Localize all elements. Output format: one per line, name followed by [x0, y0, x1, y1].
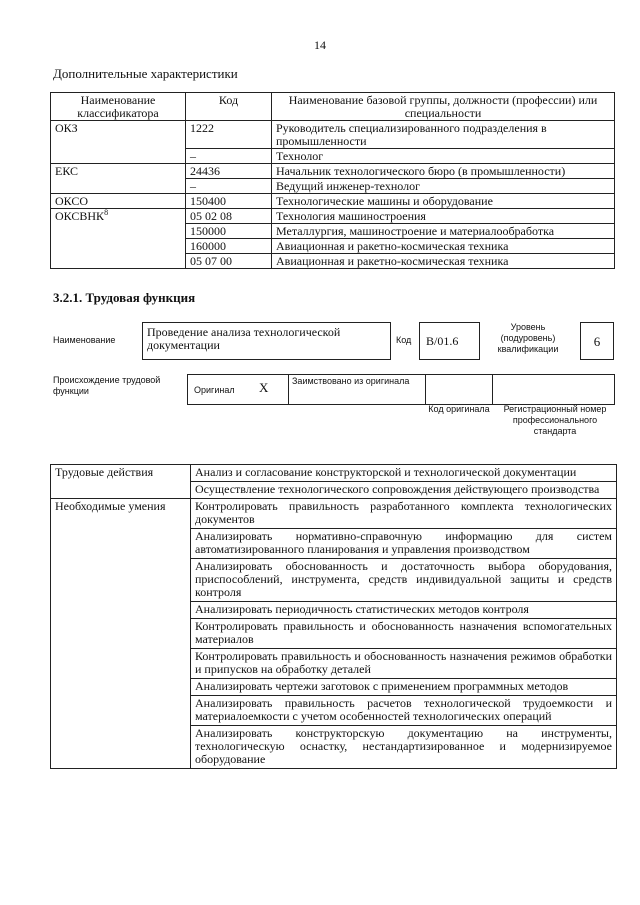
divider [288, 374, 289, 405]
skill-item: Контролировать правильность разработанного комплекта технологических документов [191, 499, 617, 529]
cell-classifier: ОКЗ [51, 121, 186, 164]
reg-number-label: Регистрационный номер профессионального стандарта [503, 404, 607, 436]
skill-item: Анализировать конструкторскую документацию на инструменты, технологическую оснастку, нестандартизированное и модернизируемое оборудование [191, 726, 617, 769]
cell-code: 05 07 00 [186, 254, 272, 269]
function-code-value: B/01.6 [419, 322, 480, 360]
cell-code: 160000 [186, 239, 272, 254]
page-number: 14 [314, 38, 326, 52]
cell-classifier: ЕКС [51, 164, 186, 194]
name-label: Наименование [53, 335, 116, 345]
cell-code: 24436 [186, 164, 272, 179]
classifier-header-row [51, 93, 615, 121]
function-heading: 3.2.1. Трудовая функция [53, 290, 196, 305]
cell-name: Технологические машины и оборудование [272, 194, 615, 209]
cell-code: 150400 [186, 194, 272, 209]
table-row [51, 209, 615, 224]
divider [425, 374, 426, 405]
skill-item: Анализировать обоснованность и достаточность выбора оборудования, приспособлений, инструмента, средств индивидуальной защиты и средств контроля [191, 559, 617, 602]
header-name: Наименование базовой группы, должности (профессии) или специальности [272, 93, 615, 121]
actions-label: Трудовые действия [51, 465, 191, 499]
header-code: Код [186, 93, 272, 121]
divider [492, 374, 493, 405]
cell-name: Авиационная и ракетно-космическая техника [272, 254, 615, 269]
cell-name: Технология машиностроения [272, 209, 615, 224]
action-item: Анализ и согласование конструкторской и технологической документации [191, 465, 617, 482]
cell-code: 05 02 08 [186, 209, 272, 224]
original-mark: X [259, 380, 269, 395]
cell-name: Технолог [272, 149, 615, 164]
section-title-additional: Дополнительные характеристики [53, 66, 238, 81]
skills-label: Необходимые умения [51, 499, 191, 769]
table-row [51, 194, 615, 209]
skill-item: Контролировать правильность и обоснованность назначения режимов обработки и припусков на обработку деталей [191, 649, 617, 679]
cell-name: Руководитель специализированного подразделения в промышленности [272, 121, 615, 149]
code-label: Код [396, 335, 412, 345]
cell-classifier: ОКСО [51, 194, 186, 209]
table-row [51, 121, 615, 149]
cell-name: Металлургия, машиностроение и материалообработка [272, 224, 615, 239]
table-row [51, 164, 615, 179]
skill-item: Анализировать правильность расчетов технологической трудоемкости и материалоемкости с учетом особенностей технологических операций [191, 696, 617, 726]
skill-item: Анализировать чертежи заготовок с применением программных методов [191, 679, 617, 696]
table-row [51, 465, 617, 482]
action-item: Осуществление технологического сопровождения действующего производства [191, 482, 617, 499]
borrowed-label: Заимствовано из оригинала [292, 376, 410, 386]
origin-label: Происхождение трудовой функции [53, 375, 161, 396]
table-row [51, 499, 617, 529]
cell-code: 1222 [186, 121, 272, 149]
cell-code: – [186, 179, 272, 194]
footnote-mark: 8 [104, 208, 109, 217]
level-label: Уровень (подуровень) квалификации [497, 322, 559, 354]
skill-item: Анализировать нормативно-справочную информацию для систем автоматизированного планирования и управления производством [191, 529, 617, 559]
cell-name: Начальник технологического бюро (в промышленности) [272, 164, 615, 179]
classifier-table [50, 92, 615, 269]
skill-item: Контролировать правильность и обоснованность назначения вспомогательных материалов [191, 619, 617, 649]
cell-code: 150000 [186, 224, 272, 239]
function-name-value: Проведение анализа технологической документации [142, 322, 391, 360]
original-label: Оригинал [194, 385, 235, 395]
code-original-label: Код оригинала [428, 404, 490, 414]
cell-name: Авиационная и ракетно-космическая техника [272, 239, 615, 254]
cell-classifier [51, 209, 186, 269]
cell-code: – [186, 149, 272, 164]
skill-item: Анализировать периодичность статистических методов контроля [191, 602, 617, 619]
classifier-okcvnk: ОКСВНК [55, 209, 105, 223]
cell-name: Ведущий инженер-технолог [272, 179, 615, 194]
level-value: 6 [580, 322, 614, 360]
function-details-table [50, 464, 617, 769]
header-classifier: Наименование классификатора [51, 93, 186, 121]
